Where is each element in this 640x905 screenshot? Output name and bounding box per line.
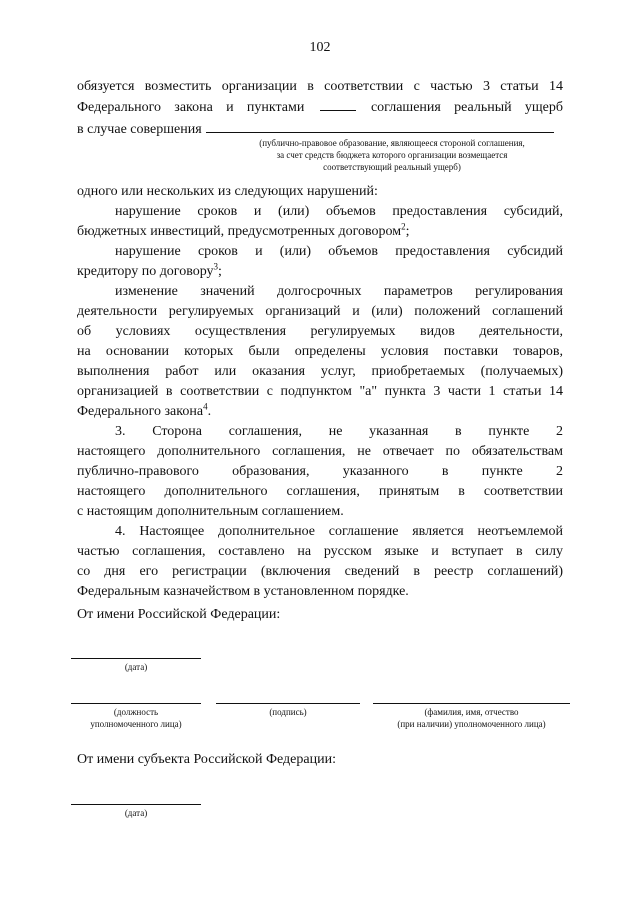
- intro-line-3-text: в случае совершения: [77, 122, 202, 137]
- entity-caption-line-3: соответствующий реальный ущерб): [323, 162, 461, 172]
- violations-block: [77, 182, 563, 602]
- position-caption-line-1: (должность: [113, 707, 159, 717]
- party-2-title: От имени субъекта Российской Федерации:: [77, 752, 336, 767]
- party-1-title: От имени Российской Федерации:: [77, 607, 281, 622]
- party-1-name-caption: [365, 706, 578, 730]
- clause-4-line-1: 4. Настоящее дополнительное соглашение является неотъемлемой: [115, 524, 563, 539]
- party-1-signature-line[interactable]: [216, 703, 360, 704]
- violation-3-line-6: организацией в соответствии с подпунктом "а" пункта 3 части 1 статьи 14: [77, 384, 563, 399]
- footnote-ref-3: 3: [213, 261, 219, 272]
- clause-number-blank: [320, 97, 356, 111]
- violation-1-line-2: [77, 222, 563, 242]
- violation-3-line-1: изменение значений долгосрочных параметров регулирования: [115, 284, 563, 299]
- violation-1-line-1: нарушение сроков и (или) объемов предоставления субсидий,: [115, 204, 563, 219]
- clause-4-line-3: со дня его регистрации (включения сведений в реестр соглашений): [77, 564, 563, 579]
- violation-2-text: кредитору по договору: [77, 264, 214, 279]
- violation-3-line-3: об условиях осуществления регулируемых видов деятельности,: [77, 324, 563, 339]
- violation-3-line-4: на основании которых были определены условия поставки товаров,: [77, 344, 563, 359]
- page-number: 102: [309, 40, 331, 55]
- party-1-name-line[interactable]: [373, 703, 570, 704]
- footnote-ref-2: 2: [401, 221, 406, 232]
- party-1-signature-caption: (подпись): [269, 707, 307, 717]
- violation-3-line-7: [77, 402, 563, 422]
- violation-2-line-1: нарушение сроков и (или) объемов предоставления субсидий: [115, 244, 563, 259]
- clause-3-line-3: публично-правового образования, указанного в пункте 2: [77, 464, 563, 479]
- name-caption-line-2: (при наличии) уполномоченного лица): [397, 719, 546, 729]
- clause-3-line-2: настоящего дополнительного соглашения, не отвечает по обязательствам: [77, 444, 563, 459]
- violation-3-tail: .: [207, 404, 212, 419]
- footnote-ref-4: 4: [203, 401, 208, 412]
- entity-caption-line-1: (публично-правовое образование, являющееся стороной соглашения,: [259, 138, 525, 148]
- clause-3-line-5: с настоящим дополнительным соглашением.: [77, 504, 344, 519]
- party-2-date-caption: (дата): [124, 808, 148, 818]
- name-caption-line-1: (фамилия, имя, отчество: [424, 707, 519, 717]
- party-1-position-caption: [60, 706, 212, 730]
- party-1-date-caption: (дата): [124, 662, 148, 672]
- intro-line-2-a: Федерального закона и пунктами: [77, 100, 305, 115]
- violation-2-line-2: [77, 262, 563, 282]
- violation-3-line-5: выполнения работ или оказания услуг, приобретаемых (получаемых): [77, 364, 563, 379]
- party-1-date-line[interactable]: [71, 658, 201, 659]
- intro-line-2-b: соглашения реальный ущерб: [370, 100, 564, 115]
- entity-fill-line: [206, 118, 554, 133]
- clause-3-line-1: 3. Сторона соглашения, не указанная в пункте 2: [115, 424, 563, 439]
- entity-caption: [222, 137, 562, 173]
- party-2-date-line[interactable]: [71, 804, 201, 805]
- intro-line-1: обязуется возместить организации в соответствии с частью 3 статьи 14: [77, 79, 563, 94]
- violations-intro: одного или нескольких из следующих нарушений:: [77, 184, 378, 199]
- violation-1-tail: ;: [405, 224, 410, 239]
- violation-3-text: Федерального закона: [77, 404, 204, 419]
- party-1-position-line[interactable]: [71, 703, 201, 704]
- position-caption-line-2: уполномоченного лица): [90, 719, 182, 729]
- violation-2-tail: ;: [218, 264, 222, 279]
- intro-line-2: [77, 97, 563, 118]
- intro-paragraph: [77, 77, 563, 140]
- clause-3-line-4: настоящего дополнительного соглашения, принятым в соответствии: [77, 484, 563, 499]
- violation-1-text: бюджетных инвестиций, предусмотренных договором: [77, 224, 402, 239]
- clause-4-line-2: частью соглашения, составлено на русском языке и вступает в силу: [77, 544, 563, 559]
- entity-caption-line-2: за счет средств бюджета которого организации возмещается: [276, 150, 508, 160]
- clause-4-line-4: Федеральным казначейством в установленном порядке.: [77, 584, 409, 599]
- violation-3-line-2: деятельности регулируемых организаций и (или) положений соглашений: [77, 304, 563, 319]
